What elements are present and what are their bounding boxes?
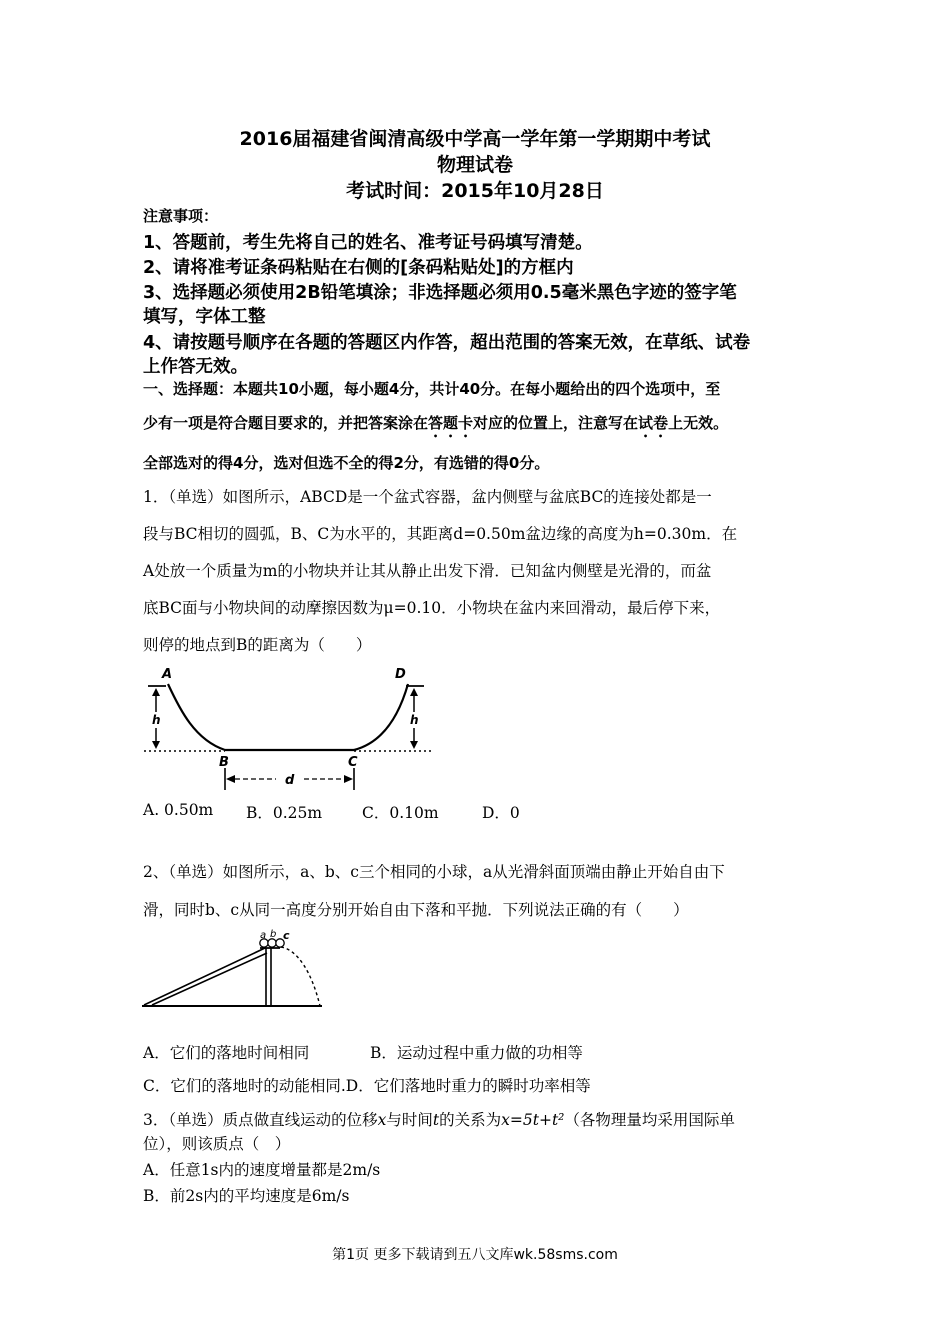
incline-underside [152, 953, 267, 1005]
q3-text: 与时间 [386, 1111, 433, 1129]
section-instruction-line1: 一、选择题：本题共10小题，每小题4分，共计40分。在每小题给出的四个选项中，至 [143, 380, 721, 398]
h-left-arrowhead-up [152, 688, 160, 696]
q3-option-b: B．前2s内的平均速度是6m/s [143, 1187, 350, 1205]
q3-option-a: A．任意1s内的速度增量都是2m/s [143, 1161, 381, 1179]
q1-basin-figure [140, 662, 440, 794]
projectile-path [281, 947, 320, 1006]
q3-line-1 [143, 1108, 735, 1130]
note-item-2: 2、请将准考证条码粘贴在右侧的[条码粘贴处]的方框内 [143, 258, 574, 278]
exam-subject: 物理试卷 [436, 154, 513, 176]
note-item-3: 3、选择题必须使用2B铅笔填涂；非选择题必须用0.5毫米黑色字迹的签字笔 [143, 283, 737, 303]
q3-var-x: x [377, 1111, 387, 1129]
note-item-4-cont: 上作答无效。 [143, 357, 248, 377]
figure-label-c: C [348, 755, 358, 770]
q1-line-5: 则停的地点到B的距离为（ ） [143, 636, 372, 654]
q1-option-d: D．0 [482, 804, 520, 822]
q2-option-c-d: C．它们的落地时的动能相同.D．它们落地时重力的瞬时功率相等 [143, 1077, 591, 1095]
q2-line-2: 滑，同时b、c从同一高度分别开始自由下落和平抛．下列说法正确的有（ ） [143, 901, 689, 919]
q3-var-t: t [432, 1111, 440, 1129]
figure-label-a: A [162, 667, 173, 682]
q3-text: 的关系为 [439, 1111, 502, 1129]
q1-line-2: 段与BC相切的圆弧，B、C为水平的，其距离d=0.50m盆边缘的高度为h=0.30m．在 [143, 525, 738, 543]
q3-text: 3．（单选）质点做直线运动的位移 [143, 1111, 378, 1129]
instruction-text: 上无效。 [668, 414, 729, 432]
q2-option-a: A．它们的落地时间相同 [143, 1044, 310, 1062]
section-instruction-line2 [143, 412, 728, 441]
basin-right-wall [354, 684, 408, 750]
exam-date: 考试时间：2015年10月28日 [346, 180, 604, 202]
h-right-arrowhead-up [410, 688, 418, 696]
q3-text: （各物理量均采用国际单 [564, 1111, 735, 1129]
incline-surface [144, 948, 265, 1005]
q2-option-b: B．运动过程中重力做的功相等 [370, 1044, 583, 1062]
q1-option-c: C．0.10m [362, 804, 439, 822]
q1-line-4: 底BC面与小物块间的动摩擦因数为μ=0.10．小物块在盆内来回滑动，最后停下来， [143, 599, 721, 617]
h-right-arrowhead-down [410, 741, 418, 749]
basin-left-wall [168, 684, 225, 750]
q1-option-b: B．0.25m [246, 804, 323, 822]
figure-label-d: D [395, 667, 406, 682]
note-item-3-cont: 填写，字体工整 [143, 307, 266, 327]
q3-formula: x=5t+t² [501, 1111, 565, 1129]
q1-line-1: 1．（单选）如图所示，ABCD是一个盆式容器，盆内侧壁与盆底BC的连接处都是一 [143, 488, 712, 506]
figure-label-h-right: h [410, 713, 419, 727]
q2-incline-figure [140, 928, 330, 1010]
exam-title: 2016届福建省闽清高级中学高一学年第一学期期中考试 [239, 128, 711, 150]
q1-option-a: A. 0.50m [143, 801, 214, 819]
note-item-1: 1、答题前，考生先将自己的姓名、准考证号码填写清楚。 [143, 233, 593, 253]
figure-label-ball-b: b [270, 929, 277, 940]
figure-label-h-left: h [152, 713, 161, 727]
figure-label-d-distance: d [285, 773, 295, 788]
note-item-4: 4、请按题号顺序在各题的答题区内作答，超出范围的答案无效，在草纸、试卷 [143, 333, 751, 353]
notes-heading: 注意事项： [143, 207, 219, 225]
figure-label-ball-a: a [260, 930, 267, 941]
q2-line-1: 2、（单选）如图所示，a、b、c三个相同的小球，a从光滑斜面顶端由静止开始自由下 [143, 863, 725, 881]
instruction-text: 少有一项是符合题目要求的，并把答案涂在 [143, 414, 429, 432]
ball-b [268, 939, 276, 947]
h-left-arrowhead-down [152, 741, 160, 749]
d-arrowhead-left [226, 775, 235, 783]
d-arrowhead-right [344, 775, 353, 783]
instruction-text: 对应的位置上，注意写在 [473, 414, 639, 432]
q3-line-2: 位），则该质点（ ） [143, 1135, 291, 1153]
figure-label-b: B [219, 755, 229, 770]
page-footer: 第1页 更多下载请到五八文库wk.58sms.com [332, 1247, 618, 1263]
emphasis-answer-card: 答题卡 [428, 414, 474, 432]
figure-label-ball-c: c [283, 929, 290, 942]
section-instruction-line3: 全部选对的得4分，选对但选不全的得2分，有选错的得0分。 [143, 454, 550, 472]
emphasis-paper: 试卷 [638, 414, 669, 432]
q1-line-3: A处放一个质量为m的小物块并让其从静止出发下滑．已知盆内侧壁是光滑的，而盆 [143, 562, 712, 580]
